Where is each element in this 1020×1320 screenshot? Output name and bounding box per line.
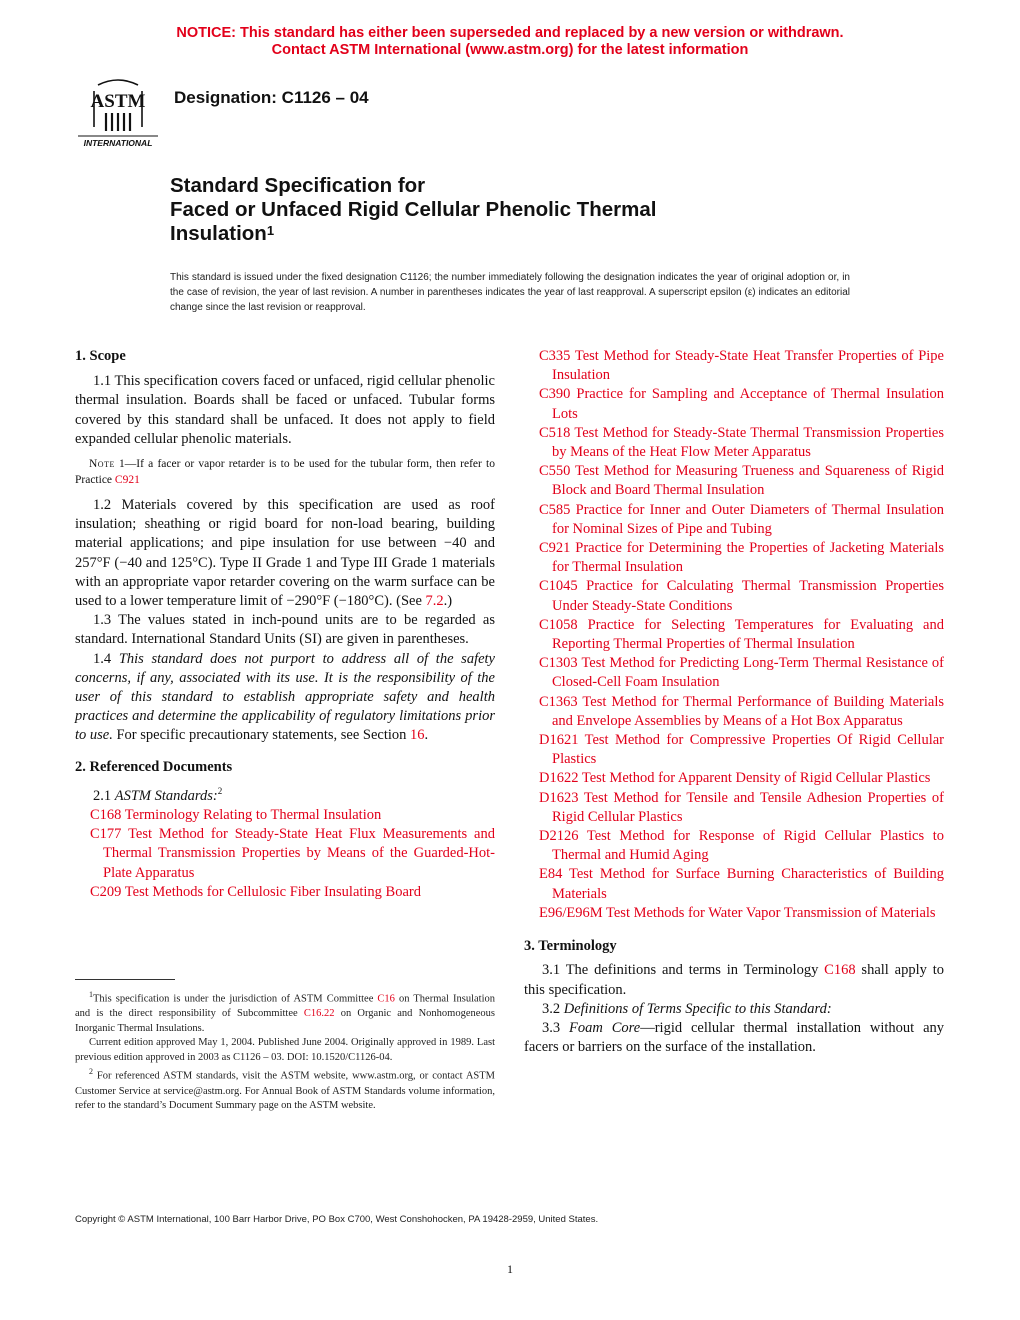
reference-title-link[interactable]: Practice for Selecting Temperatures for Evaluating and Reporting Thermal Properties of Thermal Insulation [552, 616, 944, 653]
reference-item [524, 385, 944, 423]
reference-item [75, 806, 495, 825]
para-1-2-text: 1.2 Materials covered by this specification are used as roof insulation; sheathing or rigid board for non-load bearing, building material applications; and pipe insulation for use between −40 and 257°F (−40 and 125°C). Type II Grade 1 and Type III Grade 1 materials with an appropriate vapor retarder covering on the warm surface can be used to a lower temperature limit of −290°F (−180°C). (See [75, 497, 495, 610]
footnote-1-b: on Thermal Insulation and is the direct responsibility of Subcommittee [75, 993, 495, 1020]
reference-code-link[interactable]: C550 [539, 463, 571, 480]
reference-code-link[interactable]: C1058 [539, 616, 578, 633]
reference-code-link[interactable]: E96/E96M [539, 904, 603, 921]
reference-item [524, 865, 944, 903]
note-1 [75, 456, 495, 488]
reference-code-link[interactable]: C518 [539, 424, 571, 441]
footnote-2-text: For referenced ASTM standards, visit the ASTM website, www.astm.org, or contact ASTM Customer Service at service@astm.org. For Annual Book of ASTM Standards volume information, refer to the standard’s Document Summary page on the ASTM website. [75, 1070, 495, 1112]
para-3-2 [524, 1000, 944, 1019]
footnote-2-mark: 2 [89, 1067, 93, 1077]
reference-code-link[interactable]: E84 [539, 866, 563, 883]
reference-item [524, 577, 944, 615]
notice-line-1: NOTICE: This standard has either been superseded and replaced by a new version or withdrawn. [176, 25, 844, 41]
reference-code-link[interactable]: D1623 [539, 789, 579, 806]
reference-title-link[interactable]: Test Method for Compressive Properties Of Rigid Cellular Plastics [552, 732, 944, 768]
para-1-4-end: . [424, 727, 429, 744]
para-2-1-label: ASTM Standards: [114, 787, 218, 804]
link-7-2[interactable]: 7.2 [425, 593, 444, 610]
reference-item [524, 539, 944, 577]
para-3-2-italic: Definitions of Terms Specific to this Standard: [563, 1000, 832, 1017]
reference-title-link[interactable]: Test Method for Predicting Long-Term Thermal Resistance of Closed-Cell Foam Insulation [552, 655, 944, 691]
para-3-3 [524, 1019, 944, 1057]
footnote-1-mark: 1 [89, 990, 93, 999]
withdrawal-notice [0, 25, 1020, 59]
reference-title-link[interactable]: Test Method for Surface Burning Characteristics of Building Materials [552, 866, 944, 902]
reference-item [75, 825, 495, 883]
footnote-1 [75, 988, 495, 1036]
reference-item [524, 424, 944, 462]
reference-item [524, 731, 944, 769]
designation: Designation: C1126 – 04 [174, 88, 369, 107]
footnote-1-c: on Organic and Nonhomogeneous Inorganic Thermal Insulations. [75, 1008, 495, 1034]
para-3-1-end: shall apply to this specification. [524, 962, 944, 998]
reference-item [524, 462, 944, 500]
reference-title-link[interactable]: Terminology Relating to Thermal Insulation [124, 806, 382, 823]
para-2-1-mark: 2 [217, 785, 223, 796]
para-1-4-num: 1.4 [93, 650, 119, 667]
logo-subtext: INTERNATIONAL [83, 138, 153, 148]
para-2-1 [75, 782, 495, 806]
reference-item [524, 347, 944, 385]
reference-title-link[interactable]: Test Method for Response of Rigid Cellular Plastics to Thermal and Humid Aging [552, 828, 944, 864]
reference-title-link[interactable]: Test Method for Thermal Performance of Building Materials and Envelope Assemblies by Means of a Hot Box Apparatus [552, 693, 944, 729]
link-c16-22[interactable]: C16.22 [303, 1008, 335, 1020]
para-3-3-text: —rigid cellular thermal installation without any facers or barriers on the surface of the installation. [524, 1019, 945, 1056]
title-line-2: Faced or Unfaced Rigid Cellular Phenolic Thermal [170, 198, 657, 221]
notice-line-2: Contact ASTM International (www.astm.org) for the latest information [271, 42, 749, 58]
note-text: 1—If a facer or vapor retarder is to be used for the tubular form, then refer to Practice [75, 458, 495, 487]
copyright-line: Copyright © ASTM International, 100 Barr Harbor Drive, PO Box C700, West Conshohocken, PA 19428-2959, United States. [75, 1214, 599, 1225]
reference-item [524, 827, 944, 865]
scope-heading: 1. Scope [75, 348, 126, 364]
reference-code-link[interactable]: C209 [90, 883, 122, 900]
document-title [170, 174, 870, 246]
reference-item [524, 769, 944, 788]
reference-title-link[interactable]: Test Method for Steady-State Thermal Transmission Properties by Means of the Heat Flow Meter Apparatus [552, 424, 944, 461]
para-1-4 [75, 650, 495, 746]
footnote-1-a: This specification is under the jurisdiction of ASTM Committee [93, 993, 378, 1005]
reference-code-link[interactable]: C585 [539, 501, 571, 518]
link-c168[interactable]: C168 [824, 962, 856, 979]
para-1-4-rest: For specific precautionary statements, see Section [112, 727, 411, 744]
logo-text: ASTM [90, 91, 146, 112]
link-c16[interactable]: C16 [377, 993, 395, 1005]
reference-item [524, 904, 944, 923]
reference-code-link[interactable]: C921 [539, 540, 571, 557]
reference-title-link[interactable]: Test Method for Steady-State Heat Transfer Properties of Pipe Insulation [552, 348, 944, 384]
reference-title-link[interactable]: Test Methods for Cellulosic Fiber Insulating Board [124, 883, 421, 900]
right-reference-list [524, 347, 944, 923]
footnotes [75, 988, 495, 1114]
reference-title-link[interactable]: Practice for Determining the Properties of Jacketing Materials for Thermal Insulation [552, 540, 944, 576]
footnote-divider [75, 979, 175, 980]
para-3-2-num: 3.2 [542, 1000, 564, 1017]
reference-code-link[interactable]: D1621 [539, 732, 579, 749]
reference-code-link[interactable]: C1303 [539, 655, 578, 672]
para-3-1-text: 3.1 The definitions and terms in Terminology [542, 962, 825, 979]
reference-code-link[interactable]: C1363 [539, 693, 578, 710]
reference-item [524, 616, 944, 654]
issued-statement: This standard is issued under the fixed designation C1126; the number immediately following the designation indicates the year of original adoption or, in the case of revision, the year of last revision. A number in parentheses indicates the year of last reapproval. A superscript epsilon (ε) indicates an editorial change since the last revision or reapproval. [170, 272, 850, 313]
title-line-3: Insulation [170, 222, 267, 245]
left-reference-list [75, 806, 495, 902]
link-section-16[interactable]: 16 [410, 727, 425, 744]
para-3-3-term: Foam Core [569, 1019, 641, 1036]
reference-code-link[interactable]: D2126 [539, 828, 579, 845]
reference-title-link[interactable]: Practice for Sampling and Acceptance of Thermal Insulation Lots [552, 386, 944, 422]
reference-code-link[interactable]: C335 [539, 348, 571, 364]
reference-title-link[interactable]: Test Methods for Water Vapor Transmission of Materials [606, 904, 936, 921]
reference-title-link[interactable]: Test Method for Apparent Density of Rigid Cellular Plastics [581, 770, 931, 787]
reference-title-link[interactable]: Test Method for Tensile and Tensile Adhesion Properties of Rigid Cellular Plastics [552, 789, 944, 825]
para-1-4-italic: This standard does not purport to address all of the safety concerns, if any, associated with its use. It is the responsibility of the user of this standard to establish appropriate safety and health practices and determine the applicability of regulatory limitations prior to use. [75, 650, 495, 744]
reference-code-link[interactable]: C1045 [539, 578, 578, 595]
para-1-1: 1.1 This specification covers faced or unfaced, rigid cellular phenolic thermal insulation. Boards shall be faced or unfaced. Tubular forms covered by this standard shall be unfaced. It does not apply to field expanded cellular phenolic materials. [75, 373, 495, 447]
footnote-1-approval: Current edition approved May 1, 2004. Published June 2004. Originally approved in 1989. Last previous edition approved in 2003 as C1126 – 03. DOI: 10.1520/C1126-04. [75, 1037, 495, 1063]
para-1-3: 1.3 The values stated in inch-pound units are to be regarded as standard. International Standard Units (SI) are given in parentheses. [75, 612, 495, 648]
reference-title-link[interactable]: Test Method for Measuring Trueness and Squareness of Rigid Block and Board Thermal Insulation [552, 463, 944, 499]
reference-item [524, 789, 944, 827]
reference-item [524, 654, 944, 692]
referenced-heading: 2. Referenced Documents [75, 758, 233, 775]
para-2-1-num: 2.1 [93, 787, 115, 804]
left-column [75, 347, 495, 902]
para-3-1 [524, 961, 944, 999]
reference-title-link[interactable]: Test Method for Steady-State Heat Flux Measurements and Thermal Transmission Properties by Means of the Guarded-Hot-Plate Apparatus [103, 826, 495, 881]
page-number: 1 [507, 1262, 513, 1276]
reference-item [75, 883, 495, 902]
para-1-2 [75, 496, 495, 611]
title-footnote-mark: 1 [266, 223, 275, 238]
para-3-3-num: 3.3 [542, 1019, 570, 1036]
reference-code-link[interactable]: D1622 [539, 770, 579, 787]
footnote-2 [75, 1065, 495, 1113]
astm-logo [76, 73, 160, 151]
reference-code-link[interactable]: C168 [90, 806, 122, 823]
terminology-heading: 3. Terminology [524, 938, 617, 955]
title-line-1: Standard Specification for [170, 174, 426, 197]
reference-title-link[interactable]: Practice for Inner and Outer Diameters of Thermal Insulation for Nominal Sizes of Pipe and Tubing [552, 501, 945, 537]
para-1-2-end: .) [443, 593, 453, 610]
reference-title-link[interactable]: Practice for Calculating Thermal Transmission Properties Under Steady-State Conditions [552, 578, 945, 614]
reference-item [524, 501, 944, 539]
reference-code-link[interactable]: C177 [90, 826, 122, 843]
note-label: Note [89, 458, 115, 471]
note-link-c921[interactable]: C921 [114, 474, 140, 487]
reference-item [524, 693, 944, 731]
right-column [524, 347, 944, 1057]
reference-code-link[interactable]: C390 [539, 386, 571, 403]
